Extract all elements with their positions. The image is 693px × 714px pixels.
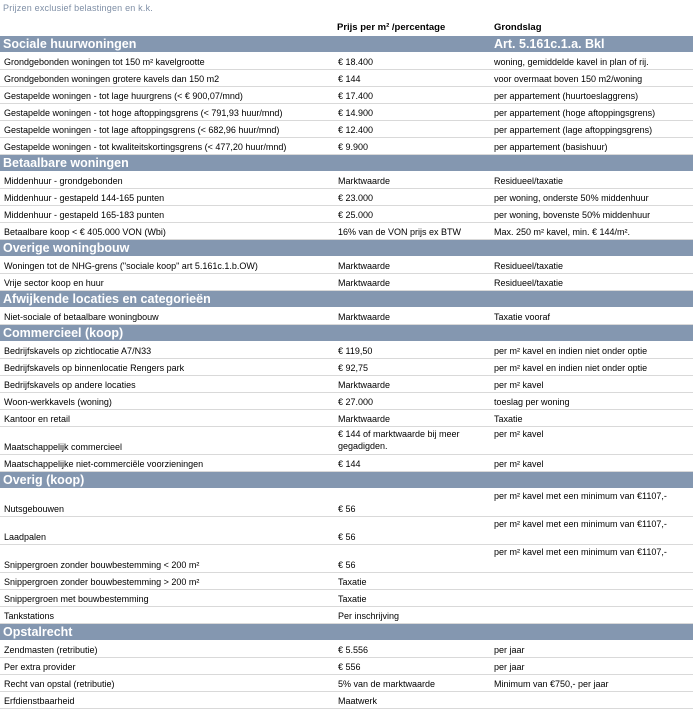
table-row bbox=[0, 87, 693, 104]
row-basis: per m² kavel met een minimum van €1107,- bbox=[494, 491, 667, 501]
table-header bbox=[0, 18, 693, 36]
row-basis: woning, gemiddelde kavel in plan of rij. bbox=[494, 57, 649, 67]
row-price: € 144 bbox=[338, 459, 361, 469]
row-label: Woningen tot de NHG-grens ("sociale koop" art 5.161c.1.b.OW) bbox=[4, 261, 258, 271]
row-price: Maatwerk bbox=[338, 696, 378, 706]
table-row bbox=[0, 675, 693, 692]
row-price: € 556 bbox=[338, 662, 361, 672]
row-label: Betaalbare koop < € 405.000 VON (Wbi) bbox=[4, 227, 166, 237]
row-basis: per appartement (hoge aftoppingsgrens) bbox=[494, 108, 656, 118]
row-price: € 119,50 bbox=[338, 346, 373, 356]
row-price: € 56 bbox=[338, 560, 356, 570]
row-basis: per m² kavel bbox=[494, 459, 544, 469]
row-price: Marktwaarde bbox=[338, 176, 391, 186]
table-row bbox=[0, 427, 693, 455]
row-label: Vrije sector koop en huur bbox=[4, 278, 104, 288]
row-price: € 92,75 bbox=[338, 363, 369, 373]
table-row bbox=[0, 359, 693, 376]
row-label: Tankstations bbox=[4, 611, 55, 621]
section-header bbox=[0, 624, 693, 641]
row-label: Zendmasten (retributie) bbox=[4, 645, 98, 655]
table-row bbox=[0, 517, 693, 545]
table-row bbox=[0, 138, 693, 155]
section-header bbox=[0, 472, 693, 489]
row-basis: per appartement (basishuur) bbox=[494, 142, 608, 152]
row-basis: Taxatie bbox=[494, 414, 523, 424]
section-header bbox=[0, 155, 693, 172]
table-row bbox=[0, 393, 693, 410]
row-price: 5% van de marktwaarde bbox=[338, 679, 436, 689]
row-label: Per extra provider bbox=[4, 662, 76, 672]
row-basis: per appartement (lage aftoppingsgrens) bbox=[494, 125, 653, 135]
section-title: Sociale huurwoningen bbox=[3, 37, 137, 51]
row-price: € 56 bbox=[338, 504, 356, 514]
table-row bbox=[0, 189, 693, 206]
row-label: Grondgebonden woningen grotere kavels dan 150 m2 bbox=[4, 74, 220, 84]
row-basis: per jaar bbox=[494, 662, 525, 672]
table-row bbox=[0, 455, 693, 472]
row-label: Bedrijfskavels op zichtlocatie A7/N33 bbox=[4, 346, 152, 356]
row-label: Gestapelde woningen - tot lage aftoppingsgrens (< 682,96 huur/mnd) bbox=[4, 125, 280, 135]
row-price: € 17.400 bbox=[338, 91, 374, 101]
row-price: Marktwaarde bbox=[338, 414, 391, 424]
row-label: Grondgebonden woningen tot 150 m² kavelgrootte bbox=[4, 57, 205, 67]
row-basis: Residueel/taxatie bbox=[494, 261, 564, 271]
row-basis: Taxatie vooraf bbox=[494, 312, 551, 322]
table-row bbox=[0, 342, 693, 359]
table-row bbox=[0, 590, 693, 607]
row-price: € 23.000 bbox=[338, 193, 374, 203]
row-basis: per m² kavel met een minimum van €1107,- bbox=[494, 547, 667, 557]
row-label: Bedrijfskavels op andere locaties bbox=[4, 380, 136, 390]
row-basis: per m² kavel bbox=[494, 380, 544, 390]
section-title: Betaalbare woningen bbox=[3, 156, 129, 170]
row-label: Laadpalen bbox=[4, 532, 47, 542]
row-label: Niet-sociale of betaalbare woningbouw bbox=[4, 312, 159, 322]
table-row bbox=[0, 692, 693, 709]
table-row bbox=[0, 641, 693, 658]
table-row bbox=[0, 223, 693, 240]
row-label: Nutsgebouwen bbox=[4, 504, 65, 514]
row-basis: Residueel/taxatie bbox=[494, 278, 564, 288]
row-price: € 27.000 bbox=[338, 397, 374, 407]
row-price: € 144 of marktwaarde bij meer gegadigden. bbox=[338, 429, 460, 451]
row-basis: voor overmaat boven 150 m2/woning bbox=[494, 74, 643, 84]
row-basis: per jaar bbox=[494, 645, 525, 655]
row-basis: toeslag per woning bbox=[494, 397, 570, 407]
row-price: € 12.400 bbox=[338, 125, 374, 135]
row-price: 16% van de VON prijs ex BTW bbox=[338, 227, 462, 237]
row-price: Marktwaarde bbox=[338, 312, 391, 322]
row-label: Middenhuur - grondgebonden bbox=[4, 176, 123, 186]
section-header bbox=[0, 240, 693, 257]
section-header bbox=[0, 291, 693, 308]
row-label: Gestapelde woningen - tot hoge aftoppingsgrens (< 791,93 huur/mnd) bbox=[4, 108, 283, 118]
row-label: Maatschappelijke niet-commerciële voorzieningen bbox=[4, 459, 204, 469]
table-row bbox=[0, 376, 693, 393]
row-price: € 144 bbox=[338, 74, 361, 84]
section-basis: Art. 5.161c.1.a. Bkl bbox=[494, 37, 605, 51]
row-label: Recht van opstal (retributie) bbox=[4, 679, 115, 689]
price-note: Prijzen exclusief belastingen en k.k. bbox=[3, 3, 153, 13]
section-title: Afwijkende locaties en categorieën bbox=[3, 292, 211, 306]
header-price: Prijs per m² /percentage bbox=[337, 22, 446, 33]
section-header bbox=[0, 36, 693, 53]
table-row bbox=[0, 274, 693, 291]
section-title: Opstalrecht bbox=[3, 625, 73, 639]
row-price: € 25.000 bbox=[338, 210, 374, 220]
table-row bbox=[0, 121, 693, 138]
row-basis: per woning, bovenste 50% middenhuur bbox=[494, 210, 651, 220]
row-price: € 14.900 bbox=[338, 108, 374, 118]
table-row bbox=[0, 104, 693, 121]
row-basis: per appartement (huurtoeslaggrens) bbox=[494, 91, 639, 101]
row-price: € 56 bbox=[338, 532, 356, 542]
row-basis: Max. 250 m² kavel, min. € 144/m². bbox=[494, 227, 631, 237]
table-row bbox=[0, 545, 693, 573]
row-price: Taxatie bbox=[338, 594, 367, 604]
row-price: € 9.900 bbox=[338, 142, 369, 152]
table-row bbox=[0, 573, 693, 590]
section-title: Commercieel (koop) bbox=[3, 326, 124, 340]
table-row bbox=[0, 172, 693, 189]
row-label: Snippergroen zonder bouwbestemming < 200 m² bbox=[4, 560, 200, 570]
tariff-table bbox=[0, 36, 693, 709]
row-label: Gestapelde woningen - tot kwaliteitskortingsgrens (< 477,20 huur/mnd) bbox=[4, 142, 287, 152]
section-title: Overig (koop) bbox=[3, 473, 85, 487]
section-header bbox=[0, 325, 693, 342]
row-label: Gestapelde woningen - tot lage huurgrens (< € 900,07/mnd) bbox=[4, 91, 243, 101]
table-row bbox=[0, 658, 693, 675]
row-label: Snippergroen met bouwbestemming bbox=[4, 594, 149, 604]
table-row bbox=[0, 206, 693, 223]
row-basis: per m² kavel met een minimum van €1107,- bbox=[494, 519, 667, 529]
row-price: Marktwaarde bbox=[338, 380, 391, 390]
table-row bbox=[0, 410, 693, 427]
row-price: Marktwaarde bbox=[338, 278, 391, 288]
section-title: Overige woningbouw bbox=[3, 241, 130, 255]
row-price: € 18.400 bbox=[338, 57, 374, 67]
row-basis: Residueel/taxatie bbox=[494, 176, 564, 186]
row-label: Middenhuur - gestapeld 165-183 punten bbox=[4, 210, 165, 220]
table-row bbox=[0, 53, 693, 70]
row-label: Bedrijfskavels op binnenlocatie Rengers park bbox=[4, 363, 185, 373]
row-price: € 5.556 bbox=[338, 645, 369, 655]
table-row bbox=[0, 607, 693, 624]
row-label: Woon-werkkavels (woning) bbox=[4, 397, 112, 407]
table-row bbox=[0, 308, 693, 325]
row-label: Kantoor en retail bbox=[4, 414, 71, 424]
row-basis: per woning, onderste 50% middenhuur bbox=[494, 193, 649, 203]
row-label: Snippergroen zonder bouwbestemming > 200 m² bbox=[4, 577, 200, 587]
row-label: Maatschappelijk commercieel bbox=[4, 442, 123, 452]
row-price: Per inschrijving bbox=[338, 611, 400, 621]
row-label: Middenhuur - gestapeld 144-165 punten bbox=[4, 193, 165, 203]
row-price: Taxatie bbox=[338, 577, 367, 587]
table-row bbox=[0, 257, 693, 274]
row-basis: Minimum van €750,- per jaar bbox=[494, 679, 609, 689]
table-row bbox=[0, 70, 693, 87]
row-price: Marktwaarde bbox=[338, 261, 391, 271]
row-label: Erfdienstbaarheid bbox=[4, 696, 75, 706]
row-basis: per m² kavel en indien niet onder optie bbox=[494, 346, 648, 356]
row-basis: per m² kavel en indien niet onder optie bbox=[494, 363, 648, 373]
header-basis: Grondslag bbox=[494, 22, 542, 33]
table-row bbox=[0, 489, 693, 517]
row-basis: per m² kavel bbox=[494, 429, 544, 439]
